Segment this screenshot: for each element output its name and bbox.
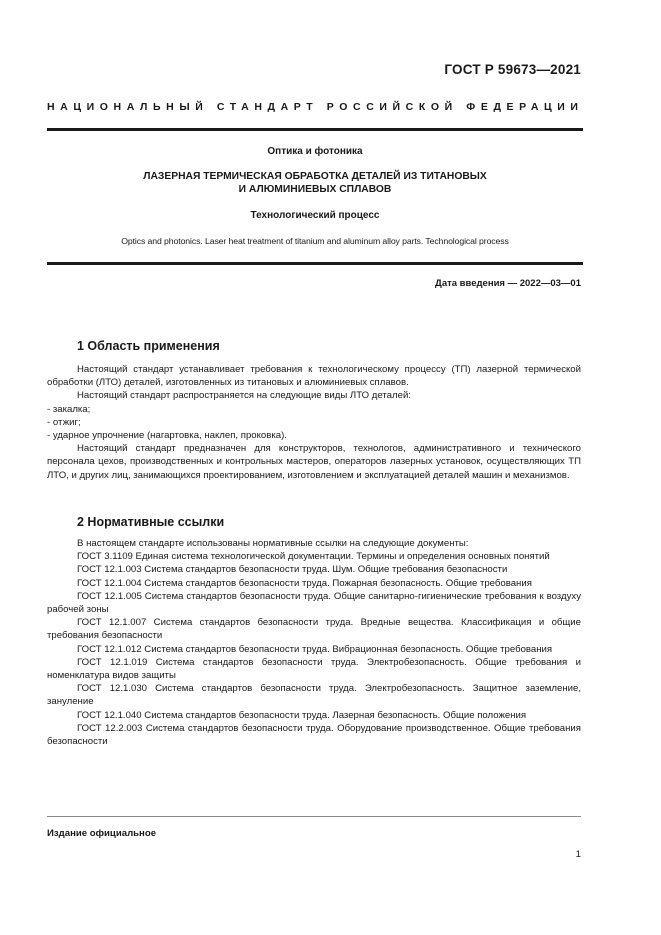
- reference-item: ГОСТ 12.2.003 Система стандартов безопасности труда. Оборудование производственное. Общие требования безопасности: [47, 722, 581, 748]
- section-2-body: [47, 537, 581, 748]
- page-number: 1: [575, 849, 581, 860]
- reference-item: ГОСТ 12.1.005 Система стандартов безопасности труда. Общие санитарно-гигиенические требования к воздуху рабочей зоны: [47, 590, 581, 616]
- section-1-heading: 1 Область применения: [77, 339, 220, 353]
- paragraph: В настоящем стандарте использованы нормативные ссылки на следующие документы:: [77, 538, 469, 549]
- introduction-date: Дата введения — 2022—03—01: [435, 278, 581, 289]
- reference-item: ГОСТ 12.1.012 Система стандартов безопасности труда. Вибрационная безопасность. Общие требования: [77, 643, 553, 655]
- section-2-heading: 2 Нормативные ссылки: [77, 515, 225, 529]
- reference-item: ГОСТ 3.1109 Единая система технологической документации. Термины и определения основных понятий: [77, 551, 550, 563]
- standard-title: [47, 170, 583, 196]
- reference-item: ГОСТ 12.1.030 Система стандартов безопасности труда. Электробезопасность. Защитное заземление, зануление: [47, 683, 581, 708]
- reference-item: ГОСТ 12.1.003 Система стандартов безопасности труда. Шум. Общие требования безопасности: [77, 564, 508, 576]
- top-rule: [47, 128, 583, 131]
- standard-subtitle: Технологический процесс: [250, 210, 380, 221]
- paragraph: Настоящий стандарт предназначен для конструкторов, технологов, административного и технического персонала цехов, производственных и контрольных мастеров, операторов лазерных установок, осуществляющих ТП ЛТО, и других лиц, занимающихся проектированием, изготовлением и эксплуатацией деталей машин и механизмов.: [47, 443, 581, 481]
- list-item: - отжиг;: [47, 416, 81, 428]
- reference-item: ГОСТ 12.1.019 Система стандартов безопасности труда. Электробезопасность. Общие требования и номенклатура видов защиты: [47, 656, 581, 682]
- title-line-2: И АЛЮМИНИЕВЫХ СПЛАВОВ: [238, 184, 392, 195]
- paragraph: Настоящий стандарт устанавливает требования к технологическому процессу (ТП) лазерной термической обработки (ЛТО) деталей, изготовленных из титановых и алюминиевых сплавов.: [47, 364, 581, 389]
- paragraph: Настоящий стандарт распространяется на следующие виды ЛТО деталей:: [77, 390, 411, 402]
- national-standard-title: НАЦИОНАЛЬНЫЙ СТАНДАРТ РОССИЙСКОЙ ФЕДЕРАЦИИ: [47, 101, 584, 113]
- reference-item: ГОСТ 12.1.004 Система стандартов безопасности труда. Пожарная безопасность. Общие требования: [77, 577, 532, 589]
- document-number: ГОСТ Р 59673—2021: [444, 62, 581, 77]
- middle-rule: [47, 262, 583, 265]
- reference-item: ГОСТ 12.1.040 Система стандартов безопасности труда. Лазерная безопасность. Общие положения: [77, 709, 527, 721]
- footer-rule: [47, 816, 581, 817]
- title-line-1: ЛАЗЕРНАЯ ТЕРМИЧЕСКАЯ ОБРАБОТКА ДЕТАЛЕЙ ИЗ ТИТАНОВЫХ: [143, 171, 487, 182]
- reference-item: ГОСТ 12.1.007 Система стандартов безопасности труда. Вредные вещества. Классификация и общие требования безопасности: [47, 617, 581, 642]
- english-title: Optics and photonics. Laser heat treatment of titanium and aluminum alloy parts. Technological process: [121, 236, 509, 246]
- list-item: - ударное упрочнение (нагартовка, наклеп, проковка).: [47, 430, 287, 442]
- official-edition-label: Издание официальное: [47, 828, 157, 839]
- list-item: - закалка;: [47, 403, 91, 415]
- section-1-body: [47, 363, 581, 482]
- standard-subject: Оптика и фотоника: [267, 146, 363, 157]
